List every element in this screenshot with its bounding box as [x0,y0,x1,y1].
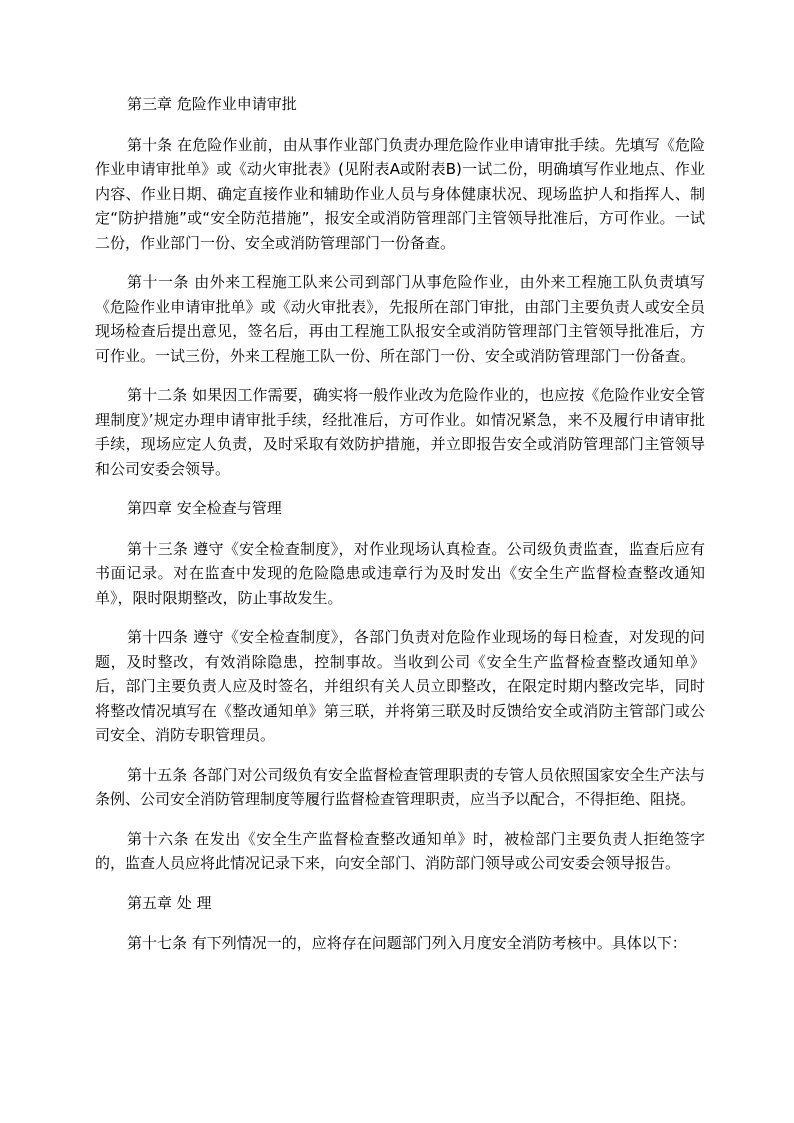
document-page [95,92,705,971]
article-11: 第十一条 由外来工程施工队来公司到部门从事危险作业，由外来工程施工队负责填写《危险作业申请审批单》或《动火审批表》，先报所在部门审批，由部门主要负责人或安全员现场检查后提出意见，签名后，再由工程施工队报安全或消防管理部门主管领导批准后，方可作业。一试三份，外来工程施工队一份、所在部门一份、安全或消防管理部门一份备查。 [95,273,705,365]
article-17: 第十七条 有下列情况一的，应将存在问题部门列入月度安全消防考核中。具体以下： [127,934,687,952]
article-12: 第十二条 如果因工作需要，确实将一般作业改为危险作业的，也应按《危险作业安全管理制度》’规定办理申请审批手续，经批准后，方可作业。如情况紧急，来不及履行申请审批手续，现场应定人负责，及时采取有效防护措施，并立即报告安全或消防管理部门主管领导和公司安委会领导。 [95,386,705,478]
article-10: 第十条 在危险作业前，由从事作业部门负责办理危险作业申请审批手续。先填写《危险作业申请审批单》或《动火审批表》(见附表A或附表B)一试二份，明确填写作业地点、作业内容、作业日期、确定直接作业和辅助作业人员与身体健康状况、现场监护人和指挥人、制定“防护措施”或“安全防范措施”，报安全或消防管理部门主管领导批准后，方可作业。一试二份，作业部门一份、安全或消防管理部门一份备查。 [95,135,705,252]
chapter-3-title: 第三章 危险作业申请审批 [127,95,297,113]
article-16: 第十六条 在发出《安全生产监督检查整改通知单》时，被检部门主要负责人拒绝签字的，监查人员应将此情况记录下来，向安全部门、消防部门领导或公司安委会领导报告。 [95,829,705,872]
article-13: 第十三条 遵守《安全检查制度》，对作业现场认真检查。公司级负责监查，监查后应有书面记录。对在监查中发现的危险隐患或违章行为及时发出《安全生产监督检查整改通知单》，限时限期整改，防止事故发生。 [95,539,705,607]
article-14: 第十四条 遵守《安全检查制度》，各部门负责对危险作业现场的每日检查，对发现的问题，及时整改，有效消除隐患，控制事故。当收到公司《安全生产监督检查整改通知单》后，部门主要负责人应及时签名，并组织有关人员立即整改，在限定时期内整改完毕，同时将整改情况填写在《整改通知单》第三联，并将第三联及时反馈给安全或消防主管部门或公司安全、消防专职管理员。 [95,628,705,744]
chapter-5-title: 第五章 处 理 [127,893,212,912]
article-15: 第十五条 各部门对公司级负有安全监督检查管理职责的专管人员依照国家安全生产法与条例、公司安全消防管理制度等履行监督检查管理职责，应当予以配合，不得拒绝、阻挠。 [95,765,705,808]
chapter-4-title: 第四章 安全检查与管理 [127,499,282,517]
